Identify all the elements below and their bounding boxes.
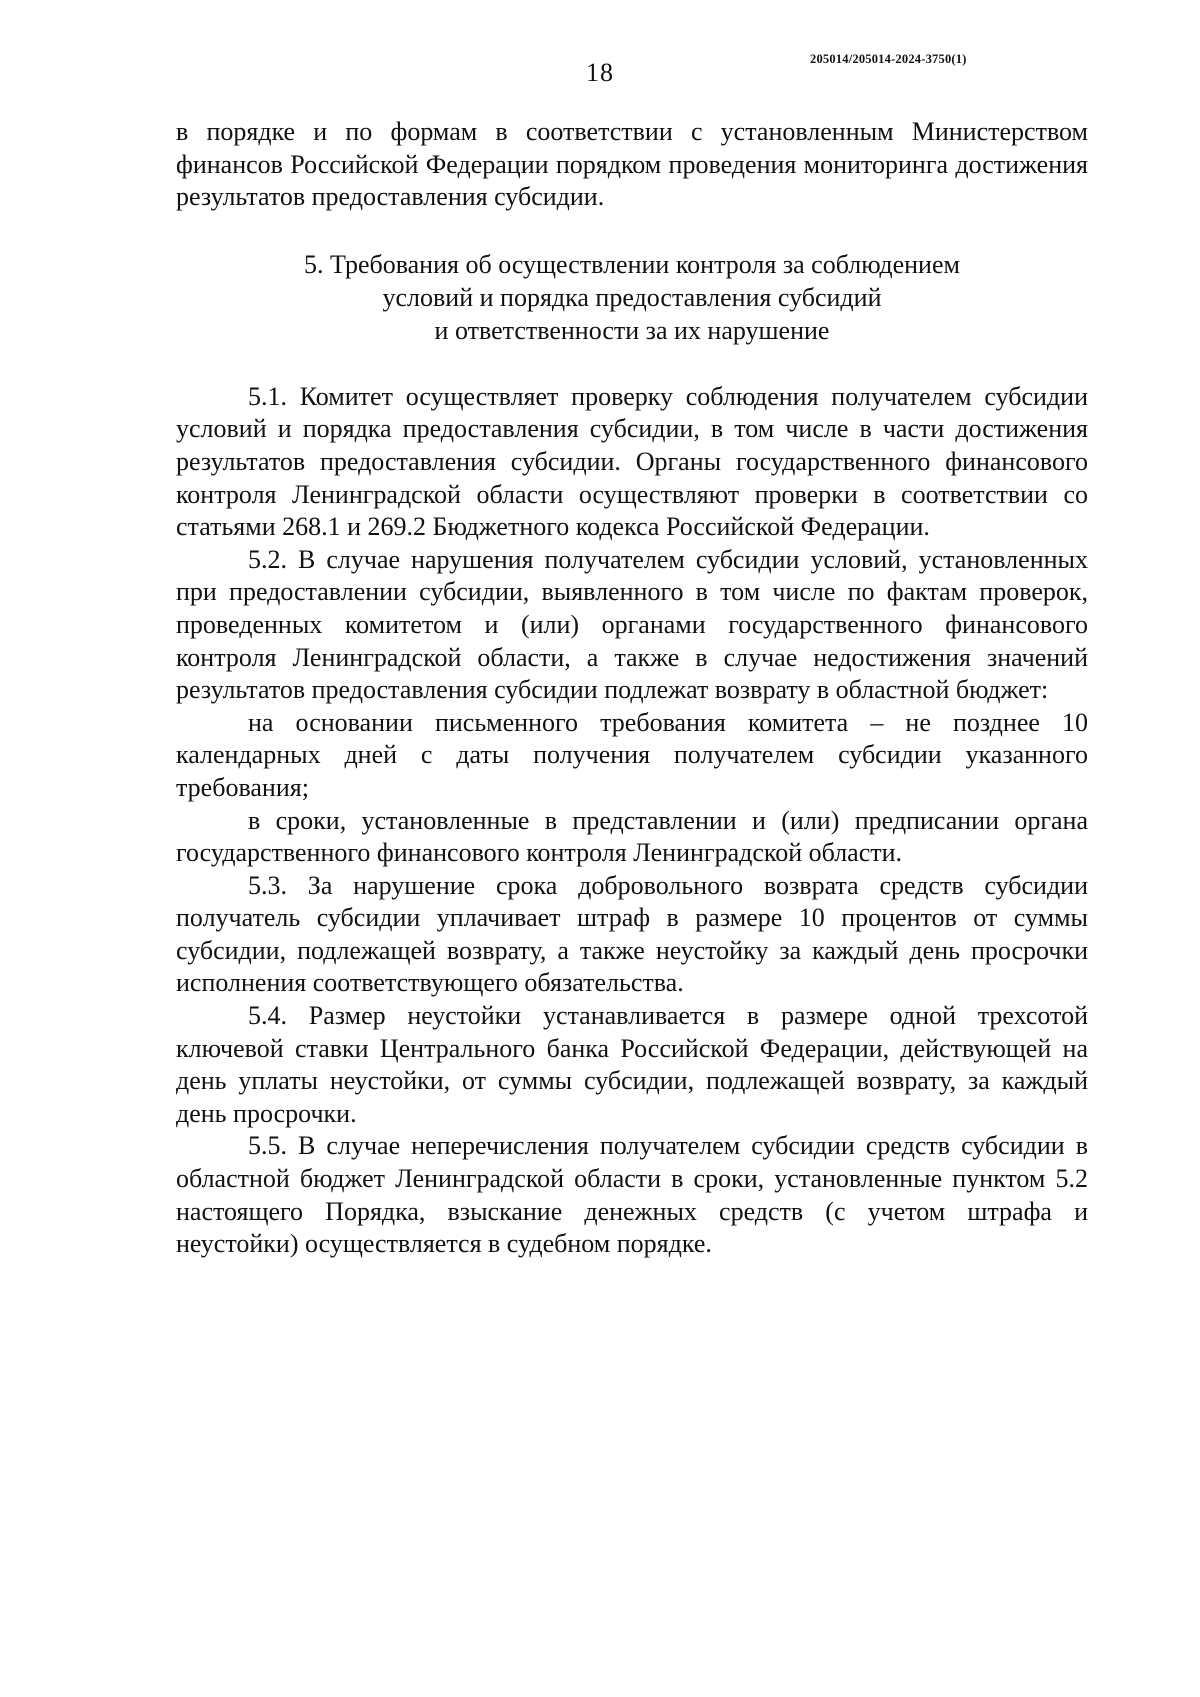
document-code: 205014/205014-2024-3750(1)	[810, 52, 967, 66]
paragraph-5-2-item-a: на основании письменного требования комитета – не позднее 10 календарных дней с даты получения получателем субсидии указанного требования;	[176, 707, 1088, 802]
paragraph-5-4: 5.4. Размер неустойки устанавливается в размере одной трехсотой ключевой ставки Центрального банка Российской Федерации, действующей на день уплаты неустойки, от суммы субсидии, подлежащей возврату, за каждый день просрочки.	[176, 1001, 1088, 1128]
paragraph-5-3: 5.3. За нарушение срока добровольного возврата средств субсидии получатель субсидии уплачивает штраф в размере 10 процентов от суммы субсидии, подлежащей возврату, а также неустойку за каждый день просрочки исполнения соответствующего обязательства.	[176, 870, 1088, 998]
section-heading-line-1: 5. Требования об осуществлении контроля за соблюдением	[304, 249, 960, 279]
section-heading	[176, 248, 1088, 347]
paragraph-5-2: 5.2. В случае нарушения получателем субсидии условий, установленных при предоставлении субсидии, выявленного в том числе по фактам проверок, проведенных комитетом и (или) органами государственного финансового контроля Ленинградской области, а также в случае недостижения значений результатов предоставления субсидии подлежат возврату в областной бюджет:	[176, 544, 1088, 705]
page-number: 18	[586, 58, 614, 87]
paragraph-5-1: 5.1. Комитет осуществляет проверку соблюдения получателем субсидии условий и порядка предоставления субсидии, в том числе в части достижения результатов предоставления субсидии. Органы государственного финансового контроля Ленинградской области осуществляют проверки в соответствии со статьями 268.1 и 269.2 Бюджетного кодекса Российской Федерации.	[176, 381, 1088, 542]
paragraph-5-2-item-b: в сроки, установленные в представлении и (или) предписании органа государственного финансового контроля Ленинградской области.	[176, 805, 1088, 868]
section-heading-line-2: условий и порядка предоставления субсидий	[382, 282, 882, 312]
document-body	[176, 116, 1088, 1261]
section-heading-line-3: и ответственности за их нарушение	[434, 315, 830, 345]
intro-paragraph: в порядке и по формам в соответствии с установленным Министерством финансов Российской Федерации порядком проведения мониторинга достижения результатов предоставления субсидии.	[176, 117, 1088, 212]
paragraph-5-5: 5.5. В случае неперечисления получателем субсидии средств субсидии в областной бюджет Ленинградской области в сроки, установленные пунктом 5.2 настоящего Порядка, взыскание денежных средств (с учетом штрафа и неустойки) осуществляется в судебном порядке.	[176, 1131, 1088, 1259]
